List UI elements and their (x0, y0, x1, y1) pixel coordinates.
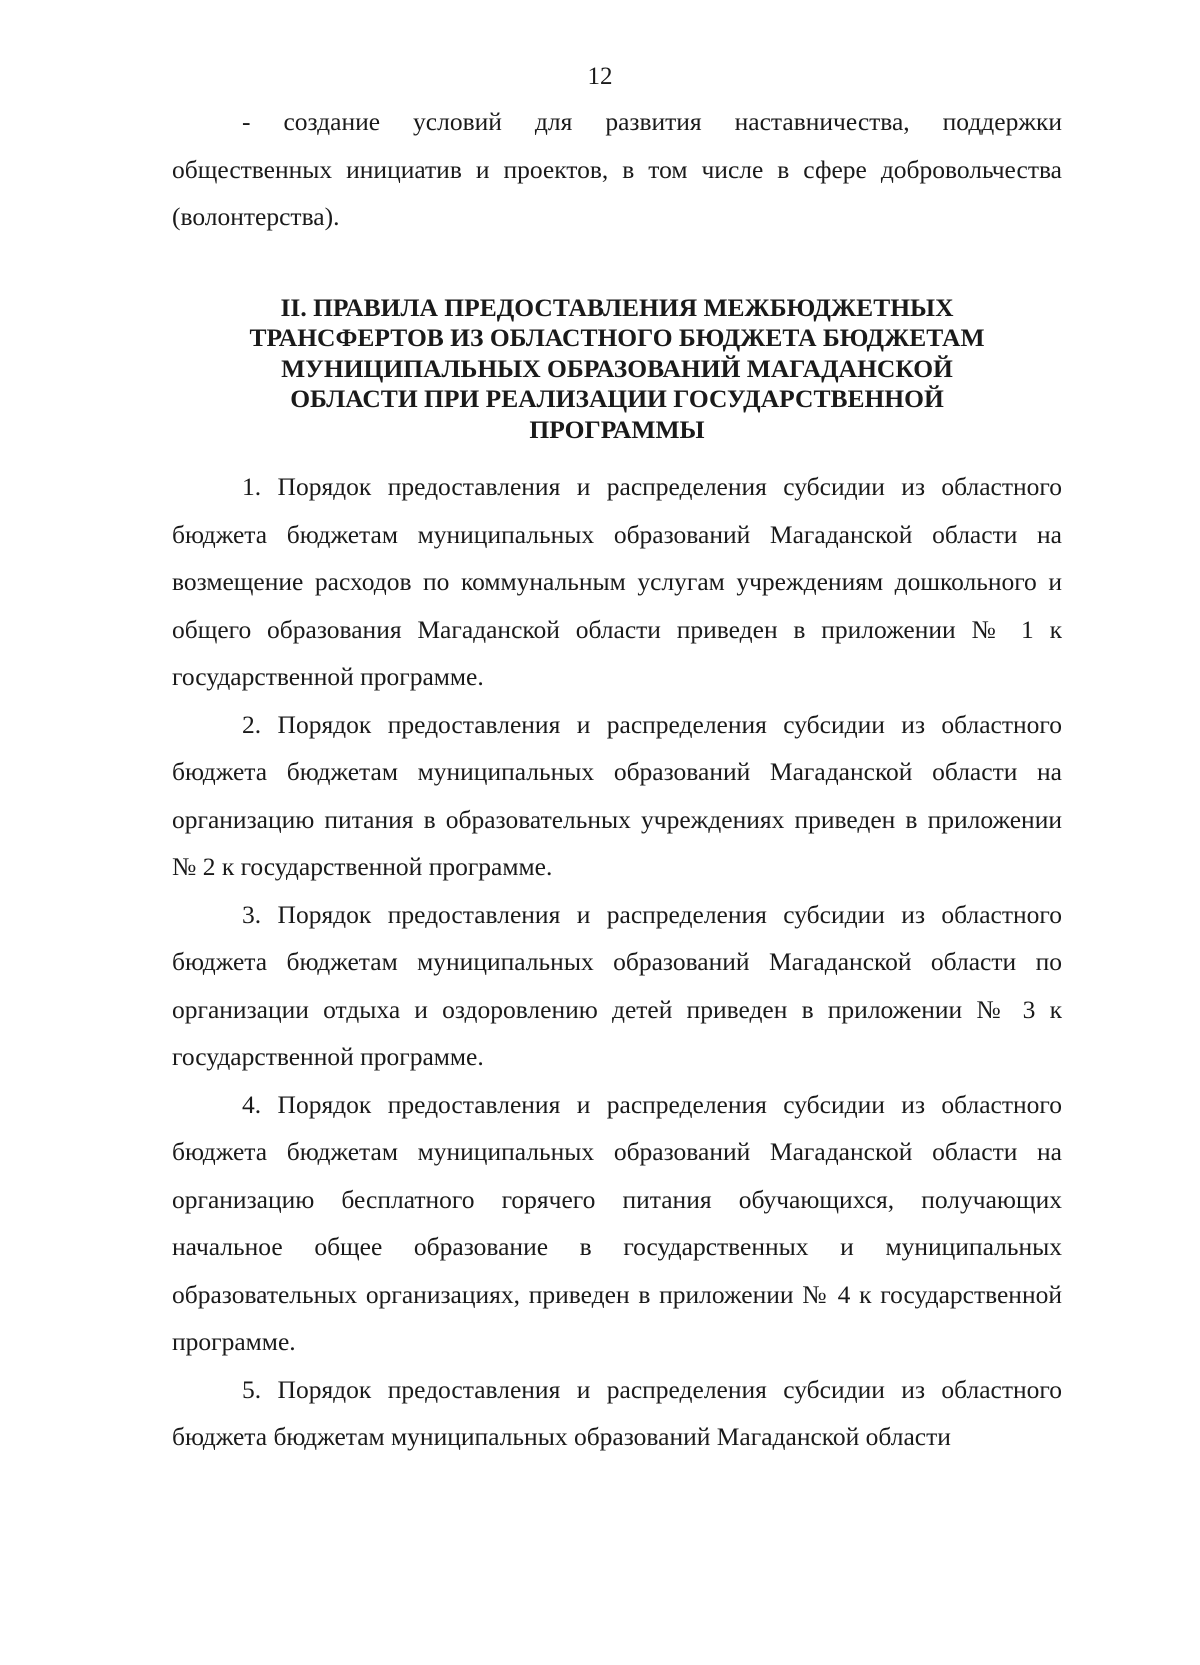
heading-line-3: МУНИЦИПАЛЬНЫХ ОБРАЗОВАНИЙ МАГАДАНСКОЙ (281, 353, 953, 383)
intro-paragraph: - создание условий для развития наставничества, поддержки общественных инициатив и проектов, в том числе в сфере добровольчества (волонтерства). (172, 107, 1062, 231)
heading-line-4: ОБЛАСТИ ПРИ РЕАЛИЗАЦИИ ГОСУДАРСТВЕННОЙ (290, 384, 944, 413)
document-body (172, 98, 1062, 1461)
paragraph-3: 3. Порядок предоставления и распределения субсидии из областного бюджета бюджетам муниципальных образований Магаданской области по организации отдыха и оздоровлению детей приведен в приложении № 3 к государственной программе. (172, 899, 1062, 1071)
section-heading (172, 293, 1062, 446)
heading-line-2: ТРАНСФЕРТОВ ИЗ ОБЛАСТНОГО БЮДЖЕТА БЮДЖЕТАМ (249, 323, 985, 352)
heading-line-1: II. ПРАВИЛА ПРЕДОСТАВЛЕНИЯ МЕЖБЮДЖЕТНЫХ (280, 292, 954, 322)
paragraph-4: 4. Порядок предоставления и распределения субсидии из областного бюджета бюджетам муниципальных образований Магаданской области на организацию бесплатного горячего питания обучающихся, получающих начальное общее образование в государственных и муниципальных образовательных организациях, приведен в приложении № 4 к государственной программе. (172, 1089, 1062, 1356)
paragraph-5: 5. Порядок предоставления и распределения субсидии из областного бюджета бюджетам муниципальных образований Магаданской области (172, 1374, 1062, 1451)
page-number: 12 (587, 63, 613, 90)
paragraph-2: 2. Порядок предоставления и распределения субсидии из областного бюджета бюджетам муниципальных образований Магаданской области на организацию питания в образовательных учреждениях приведен в приложении № 2 к государственной программе. (172, 709, 1062, 881)
paragraph-1: 1. Порядок предоставления и распределения субсидии из областного бюджета бюджетам муниципальных образований Магаданской области на возмещение расходов по коммунальным услугам учреждениям дошкольного и общего образования Магаданской области приведен в приложении № 1 к государственной программе. (172, 472, 1062, 691)
heading-line-5: ПРОГРАММЫ (529, 414, 705, 444)
